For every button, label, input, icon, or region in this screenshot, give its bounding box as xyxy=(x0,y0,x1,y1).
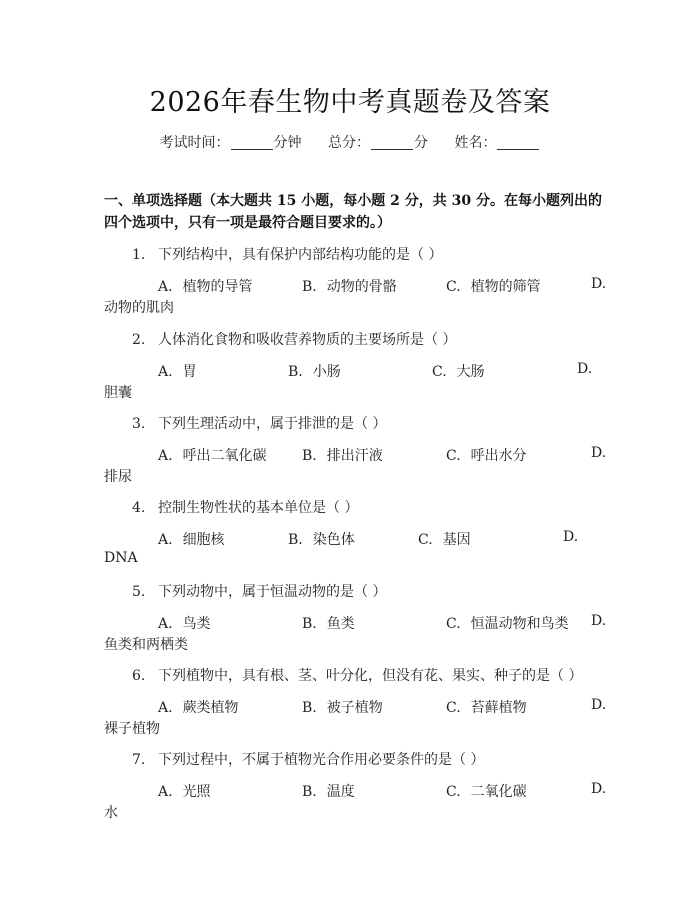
option-a xyxy=(158,361,197,381)
score-unit: 分 xyxy=(414,135,428,151)
score-blank xyxy=(371,135,413,150)
option-letter: A. xyxy=(158,364,173,380)
option-d-letter: D. xyxy=(563,529,579,545)
option-text: 植物的筛管 xyxy=(470,279,541,295)
student-name-field xyxy=(454,132,540,152)
option-b xyxy=(302,613,355,633)
option-letter: B. xyxy=(302,448,317,464)
option-text: 温度 xyxy=(326,784,355,800)
option-text: 苔藓植物 xyxy=(470,700,527,716)
option-d-text: 动物的肌肉 xyxy=(104,300,174,316)
option-text: 排出汗液 xyxy=(326,448,383,464)
option-d-text: 胆囊 xyxy=(104,385,132,401)
option-b xyxy=(302,781,355,801)
option-letter: C. xyxy=(446,700,461,716)
question-number: 2. xyxy=(132,332,146,348)
option-letter: C. xyxy=(432,364,447,380)
option-letter: C. xyxy=(446,279,461,295)
exam-time-field xyxy=(160,132,302,152)
option-letter: B. xyxy=(302,616,317,632)
option-c xyxy=(446,445,527,465)
option-text: 基因 xyxy=(442,532,471,548)
exam-meta-line xyxy=(0,132,700,152)
question-number: 4. xyxy=(132,500,146,516)
option-letter: C. xyxy=(446,448,461,464)
question-text: 下列植物中，具有根、茎、叶分化，但没有花、果实、种子的是（ ） xyxy=(158,668,583,684)
time-unit: 分钟 xyxy=(273,135,302,151)
page-title: 2026年春生物中考真题卷及答案 xyxy=(149,87,551,118)
option-letter: B. xyxy=(288,364,303,380)
question-number: 6. xyxy=(132,668,146,684)
total-score-field xyxy=(328,132,428,152)
question-number: 3. xyxy=(132,416,146,432)
option-c xyxy=(418,529,471,549)
option-text: 鱼类 xyxy=(326,616,355,632)
time-blank xyxy=(231,135,273,150)
option-letter: C. xyxy=(418,532,433,548)
option-letter: B. xyxy=(302,279,317,295)
option-letter: B. xyxy=(302,700,317,716)
option-text: 蕨类植物 xyxy=(182,700,239,716)
option-letter: A. xyxy=(158,784,173,800)
option-d-text: 鱼类和两栖类 xyxy=(104,637,188,653)
option-b xyxy=(288,529,355,549)
option-d-letter: D. xyxy=(591,445,607,461)
option-d-text: 排尿 xyxy=(104,469,132,485)
time-label: 考试时间： xyxy=(159,135,230,151)
option-a xyxy=(158,613,211,633)
option-b xyxy=(302,276,397,296)
option-a xyxy=(158,529,225,549)
option-text: 鸟类 xyxy=(182,616,211,632)
score-label: 总分： xyxy=(328,135,370,151)
option-letter: A. xyxy=(158,616,173,632)
option-letter: A. xyxy=(158,448,173,464)
question-number: 1. xyxy=(132,247,146,263)
option-c xyxy=(446,697,527,717)
option-b xyxy=(302,445,383,465)
option-d-letter: D. xyxy=(577,361,593,377)
option-text: 呼出二氧化碳 xyxy=(182,448,267,464)
question-stem xyxy=(132,329,456,349)
option-text: 光照 xyxy=(182,784,211,800)
option-letter: B. xyxy=(302,784,317,800)
name-blank xyxy=(497,135,539,150)
option-text: 胃 xyxy=(182,364,197,380)
question-text: 人体消化食物和吸收营养物质的主要场所是（ ） xyxy=(158,332,457,348)
option-text: 大肠 xyxy=(456,364,485,380)
question-number: 5. xyxy=(132,584,146,600)
question-stem xyxy=(132,413,386,433)
option-text: 染色体 xyxy=(312,532,355,548)
option-text: 小肠 xyxy=(312,364,341,380)
option-letter: C. xyxy=(446,616,461,632)
question-stem xyxy=(132,497,358,517)
question-text: 控制生物性状的基本单位是（ ） xyxy=(158,500,359,516)
option-a xyxy=(158,781,211,801)
option-letter: C. xyxy=(446,784,461,800)
option-d-text: 水 xyxy=(104,805,118,821)
option-a xyxy=(158,697,239,717)
section-heading: 一、单项选择题（本大题共 15 小题，每小题 2 分，共 30 分。在每小题列出的四个选项中，只有一项是最符合题目要求的。） xyxy=(104,193,602,231)
option-c xyxy=(446,276,541,296)
option-c xyxy=(432,361,485,381)
option-text: 被子植物 xyxy=(326,700,383,716)
option-c xyxy=(446,613,569,633)
option-text: 植物的导管 xyxy=(182,279,253,295)
option-d-letter: D. xyxy=(591,613,607,629)
question-stem xyxy=(132,749,484,769)
option-text: 细胞核 xyxy=(182,532,225,548)
option-d-letter: D. xyxy=(591,276,607,292)
question-text: 下列结构中，具有保护内部结构功能的是（ ） xyxy=(158,247,443,263)
question-text: 下列过程中，不属于植物光合作用必要条件的是（ ） xyxy=(158,752,485,768)
option-a xyxy=(158,276,253,296)
option-text: 动物的骨骼 xyxy=(326,279,397,295)
option-letter: A. xyxy=(158,279,173,295)
option-a xyxy=(158,445,267,465)
option-text: 呼出水分 xyxy=(470,448,527,464)
question-stem xyxy=(132,581,386,601)
option-letter: A. xyxy=(158,532,173,548)
question-stem xyxy=(132,244,442,264)
option-d-text: DNA xyxy=(104,550,138,566)
option-d-letter: D. xyxy=(591,781,607,797)
option-letter: A. xyxy=(158,700,173,716)
option-b xyxy=(302,697,383,717)
question-text: 下列生理活动中，属于排泄的是（ ） xyxy=(158,416,387,432)
option-text: 恒温动物和鸟类 xyxy=(470,616,569,632)
option-letter: B. xyxy=(288,532,303,548)
option-text: 二氧化碳 xyxy=(470,784,527,800)
option-b xyxy=(288,361,341,381)
option-c xyxy=(446,781,527,801)
option-d-letter: D. xyxy=(591,697,607,713)
question-number: 7. xyxy=(132,752,146,768)
name-label: 姓名： xyxy=(454,135,497,151)
question-stem xyxy=(132,665,582,685)
question-text: 下列动物中，属于恒温动物的是（ ） xyxy=(158,584,387,600)
option-d-text: 裸子植物 xyxy=(104,721,160,737)
